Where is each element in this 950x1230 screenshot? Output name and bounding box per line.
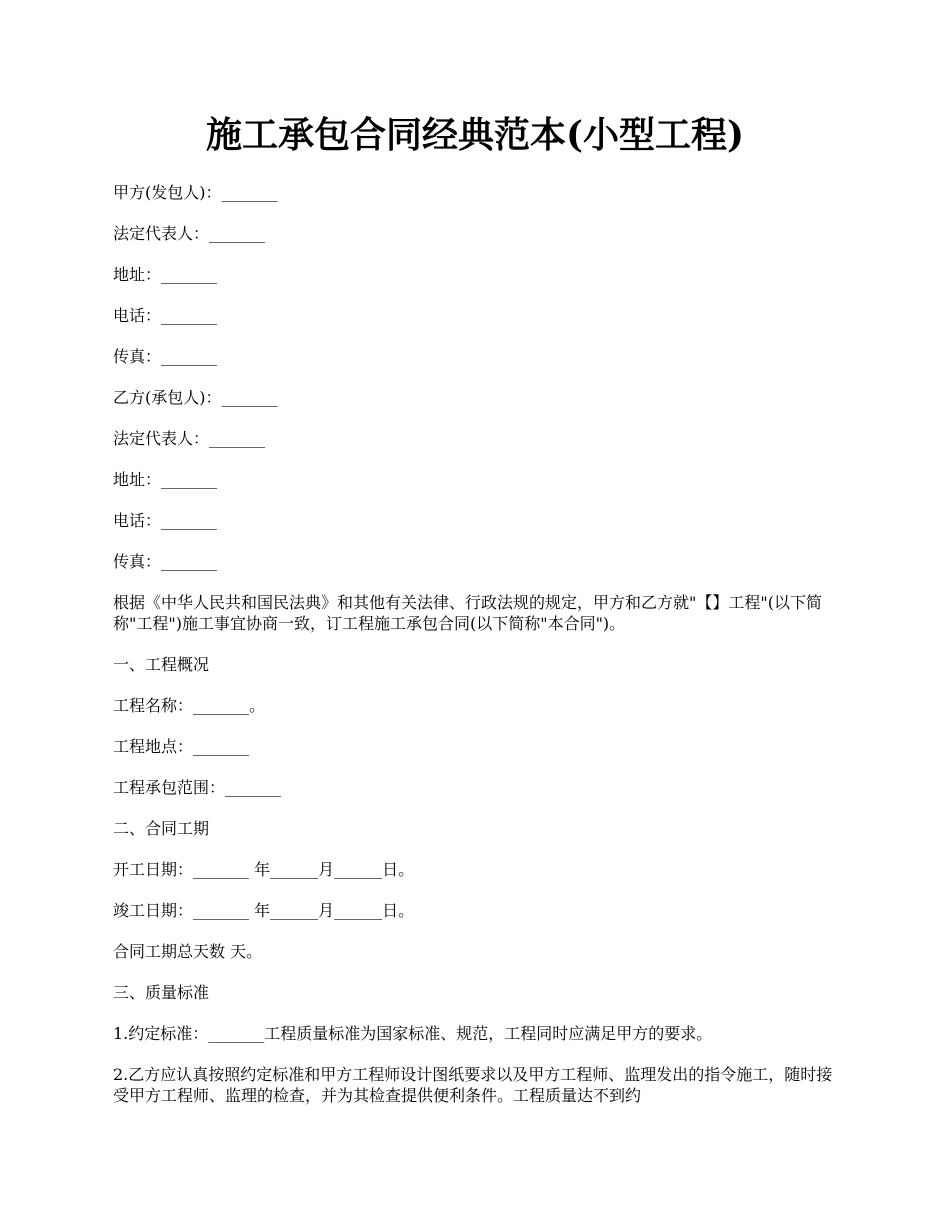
total-days-line: 合同工期总天数 天。 [113, 942, 263, 961]
party-a-fax-line: 传真：_______ [113, 347, 218, 366]
project-name-line: 工程名称：_______。 [113, 696, 266, 715]
contract-preamble: 根据《中华人民共和国民法典》和其他有关法律、行政法规的规定，甲方和乙方就"【】工程"(以下简称"工程")施工事宜协商一致，订工程施工承包合同(以下简称"本合同")。 [113, 593, 822, 633]
party-a-representative-line: 法定代表人：_______ [113, 224, 266, 243]
section-heading-quality-standard: 三、质量标准 [113, 983, 210, 1002]
project-location-line: 工程地点：_______ [113, 737, 250, 756]
party-a-line: 甲方(发包人)：_______ [113, 183, 278, 202]
party-a-address-line: 地址：_______ [113, 265, 218, 284]
document-body [113, 182, 840, 1126]
completion-date-line: 竣工日期：_______ 年______月______日。 [113, 901, 415, 920]
document-title: 施工承包合同经典范本(小型工程) [205, 114, 745, 156]
quality-clause-1: 1.约定标准：_______工程质量标准为国家标准、规范，工程同时应满足甲方的要求。 [113, 1024, 713, 1043]
start-date-line: 开工日期：_______ 年______月______日。 [113, 860, 415, 879]
party-b-phone-line: 电话：_______ [113, 511, 218, 530]
project-scope-line: 工程承包范围：_______ [113, 778, 282, 797]
party-b-line: 乙方(承包人)：_______ [113, 388, 278, 407]
quality-clause-2: 2.乙方应认真按照约定标准和甲方工程师设计图纸要求以及甲方工程师、监理发出的指令施工，随时接受甲方工程师、监理的检查，并为其检查提供便利条件。工程质量达不到约 [113, 1065, 833, 1105]
party-b-representative-line: 法定代表人：_______ [113, 429, 266, 448]
party-a-phone-line: 电话：_______ [113, 306, 218, 325]
section-heading-contract-period: 二、合同工期 [113, 819, 210, 838]
section-heading-project-overview: 一、工程概况 [113, 655, 210, 674]
party-b-address-line: 地址：_______ [113, 470, 218, 489]
party-b-fax-line: 传真：_______ [113, 552, 218, 571]
